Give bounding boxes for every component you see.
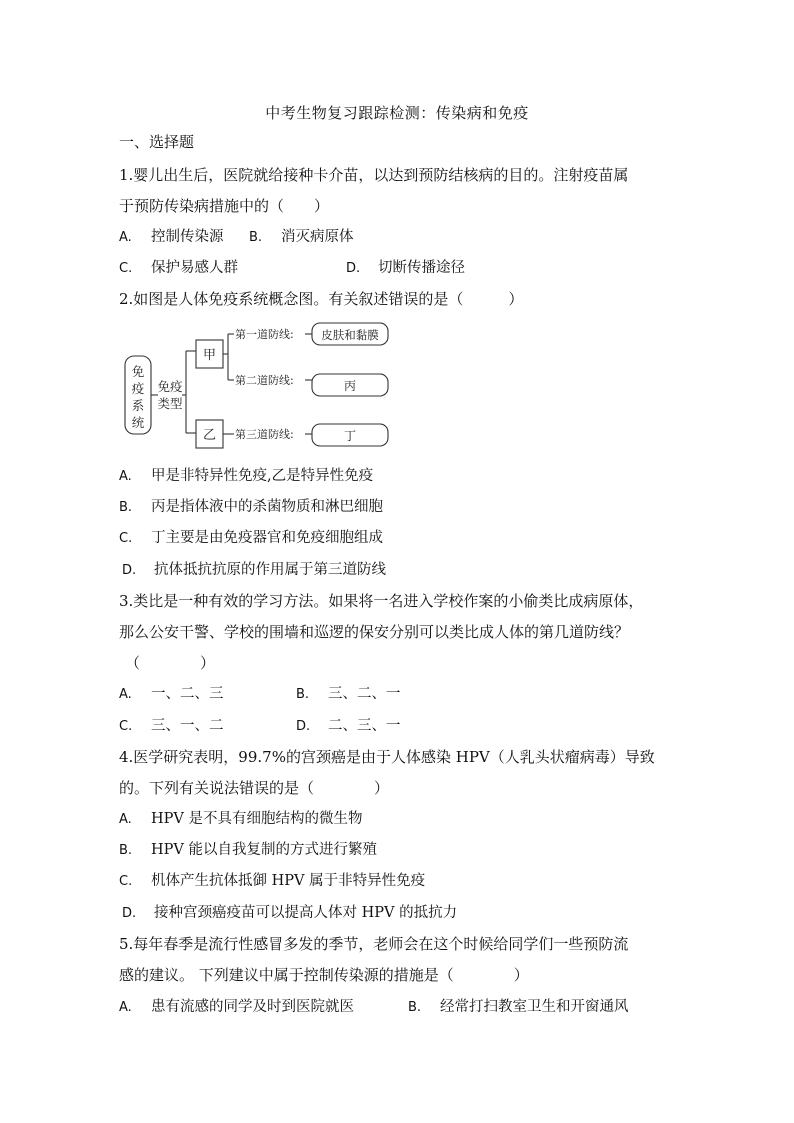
diagram-third-line-label: 第三道防线:	[235, 428, 294, 441]
diagram-box-ding-text: 丁	[343, 429, 357, 443]
q4-option-a[interactable]: A. HPV 是不具有细胞结构的微生物	[119, 811, 363, 827]
q1-stem-line-1: 1.婴儿出生后，医院就给接种卡介苗，以达到预防结核病的目的。注射疫苗属	[119, 166, 629, 184]
diagram-root-char-4: 统	[131, 415, 145, 430]
q1-option-a[interactable]: A. 控制传染源	[119, 229, 224, 245]
diagram-jia-label: 甲	[202, 348, 217, 363]
q5-stem-line-2: 感的建议。 下列建议中属于控制传染源的措施是（ ）	[119, 966, 529, 984]
diagram-second-line-label: 第二道防线:	[235, 374, 294, 387]
q3-option-c[interactable]: C. 三、一、二	[119, 718, 224, 734]
q3-option-a[interactable]: A. 一、二、三	[119, 686, 224, 702]
diagram-root-char-3: 系	[131, 398, 145, 413]
q4-option-c[interactable]: C. 机体产生抗体抵御 HPV 属于非特异性免疫	[119, 873, 426, 889]
q2-option-d[interactable]: D. 抗体抵抗抗原的作用属于第三道防线	[122, 562, 386, 578]
diagram-yi-label: 乙	[202, 428, 217, 443]
q3-stem-line-1: 3.类比是一种有效的学习方法。如果将一名进入学校作案的小偷类比成病原体，	[119, 592, 644, 610]
q2-stem-line-1: 2.如图是人体免疫系统概念图。有关叙述错误的是（ ）	[119, 290, 524, 308]
diagram-first-line-label: 第一道防线:	[235, 328, 294, 341]
q2-option-a[interactable]: A. 甲是非特异性免疫,乙是特异性免疫	[119, 468, 374, 484]
q1-option-b[interactable]: B. 消灭病原体	[249, 229, 354, 245]
page-title: 中考生物复习跟踪检测：传染病和免疫	[265, 104, 529, 122]
q4-option-d[interactable]: D. 接种宫颈癌疫苗可以提高人体对 HPV 的抵抗力	[122, 905, 458, 921]
q1-option-c[interactable]: C. 保护易感人群	[119, 260, 238, 276]
q3-stem-line-3: （ ）	[125, 654, 216, 672]
q1-stem-line-2: 于预防传染病措施中的（ ）	[119, 197, 330, 215]
q4-option-b[interactable]: B. HPV 能以自我复制的方式进行繁殖	[119, 842, 377, 858]
q5-stem-line-1: 5.每年春季是流行性感冒多发的季节，老师会在这个时候给同学们一些预防流	[119, 935, 629, 953]
diagram-root-char-1: 免	[131, 364, 145, 379]
q4-stem-line-2: 的。下列有关说法错误的是（ ）	[119, 779, 390, 797]
q3-option-d[interactable]: D. 二、三、一	[296, 718, 401, 734]
q2-option-c[interactable]: C. 丁主要是由免疫器官和免疫细胞组成	[119, 530, 383, 546]
diagram-box-bing-text: 丙	[343, 379, 357, 393]
q5-option-a[interactable]: A. 患有流感的同学及时到医院就医	[119, 999, 354, 1015]
diagram-box-skin-text: 皮肤和黏膜	[321, 328, 379, 342]
q3-stem-line-2: 那么公安干警、学校的围墙和巡逻的保安分别可以类比成人体的第几道防线？	[119, 623, 630, 641]
immune-system-diagram	[120, 318, 400, 453]
section-heading: 一、选择题	[119, 133, 195, 151]
diagram-root-char-2: 疫	[131, 381, 145, 396]
diagram-type-label-1: 免疫	[157, 379, 183, 394]
q4-stem-line-1: 4.医学研究表明，99.7%的宫颈癌是由于人体感染 HPV（人乳头状瘤病毒）导致	[119, 748, 655, 766]
q1-option-d[interactable]: D. 切断传播途径	[346, 260, 465, 276]
diagram-type-label-2: 类型	[157, 396, 183, 411]
q3-option-b[interactable]: B. 三、二、一	[296, 686, 401, 702]
q5-option-b[interactable]: B. 经常打扫教室卫生和开窗通风	[408, 999, 629, 1015]
immune-diagram-svg	[120, 318, 400, 453]
q2-option-b[interactable]: B. 丙是指体液中的杀菌物质和淋巴细胞	[119, 499, 383, 515]
